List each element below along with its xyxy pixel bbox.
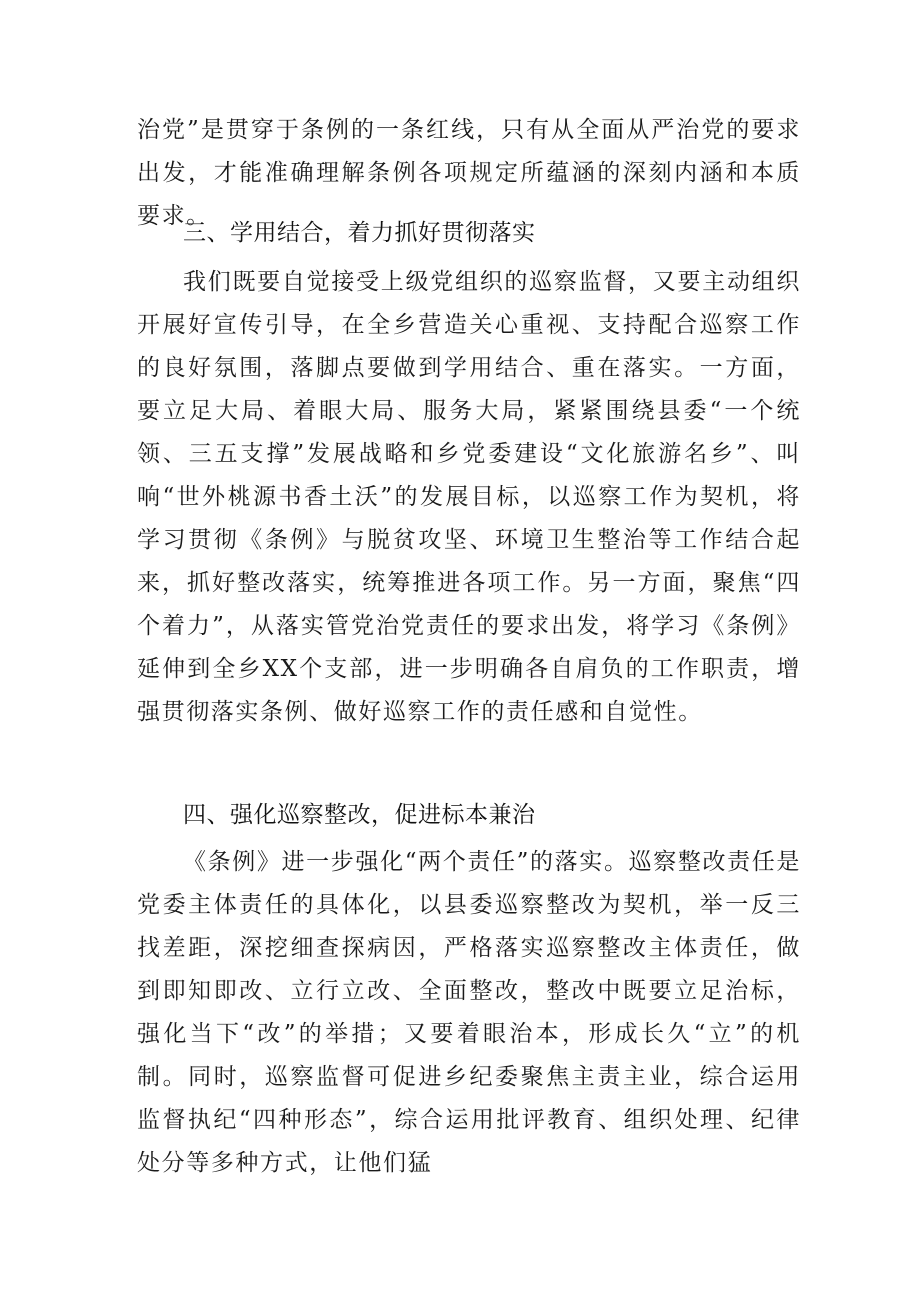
paragraph-continuation: 治党”是贯穿于条例的一条红线，只有从全面从严治党的要求出发，才能准确理解条例各项规定所蕴涵的深刻内涵和本质要求。 [137, 117, 801, 229]
paragraph-section-3: 我们既要自觉接受上级党组织的巡察监督，又要主动组织开展好宣传引导，在全乡营造关心重视、支持配合巡察工作的良好氛围，落脚点要做到学用结合、重在落实。一方面，要立足大局、着眼大局、服务大局，紧紧围绕县委“一个统领、三五支撑”发展战略和乡党委建设“文化旅游名乡”、叫响“世外桃源书香土沃”的发展目标，以巡察工作为契机，将学习贯彻《条例》与脱贫攻坚、环境卫生整治等工作结合起来，抓好整改落实，统筹推进各项工作。另一方面，聚焦“四个着力”，从落实管党治党责任的要求出发，将学习《条例》延伸到全乡XX个支部，进一步明确各自肩负的工作职责，增强贯彻落实条例、做好巡察工作的责任感和自觉性。 [137, 269, 801, 725]
paragraph-section-4: 《条例》进一步强化“两个责任”的落实。巡察整改责任是党委主体责任的具体化，以县委巡察整改为契机，举一反三找差距，深挖细查探病因，严格落实巡察整改主体责任，做到即知即改、立行立改、全面整改，整改中既要立足治标，强化当下“改”的举措；又要着眼治本，形成长久“立”的机制。同时，巡察监督可促进乡纪委聚焦主责主业，综合运用监督执纪“四种形态”，综合运用批评教育、组织处理、纪律处分等多种方式，让他们猛 [137, 849, 801, 1176]
section-heading-3: 三、学用结合，着力抓好贯彻落实 [183, 220, 536, 246]
section-heading-4: 四、强化巡察整改，促进标本兼治 [183, 802, 536, 828]
